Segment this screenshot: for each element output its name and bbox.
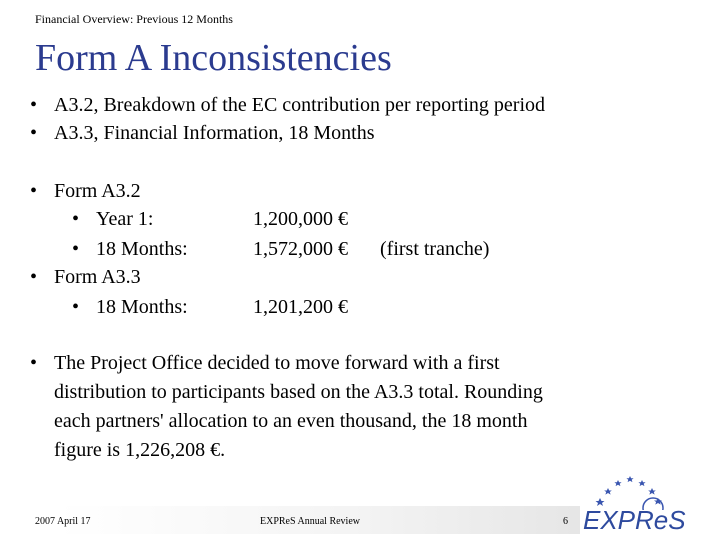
logo-stars-icon xyxy=(580,470,700,510)
bullet-dot: • xyxy=(72,208,80,230)
paragraph-line-2: distribution to participants based on the A3.3 total. Rounding xyxy=(54,381,543,403)
bullet-dot: • xyxy=(30,180,38,202)
bullet-dot: • xyxy=(30,122,38,144)
expres-logo: EXPReS xyxy=(583,505,686,535)
form-a32-item: • Form A3.2 xyxy=(30,180,141,202)
bullet-dot: • xyxy=(30,266,38,288)
bullet-dot: • xyxy=(30,94,38,116)
bullet-dot: • xyxy=(30,352,38,374)
footer-page-number: 6 xyxy=(563,516,568,527)
form-a33-item: • Form A3.3 xyxy=(30,266,141,288)
slide-header-caption: Financial Overview: Previous 12 Months xyxy=(35,12,233,26)
bullet-item-a32: • A3.2, Breakdown of the EC contribution per reporting period xyxy=(30,94,545,116)
bullet-dot: • xyxy=(72,238,80,260)
paragraph-line-4: figure is 1,226,208 €. xyxy=(54,439,226,461)
paragraph-line-3: each partners' allocation to an even thousand, the 18 month xyxy=(54,410,528,432)
year1-item: • Year 1: xyxy=(72,208,154,230)
footer-center-text: EXPReS Annual Review xyxy=(260,516,360,527)
year1-value: 1,200,000 € xyxy=(253,208,348,230)
paragraph-line-1: • The Project Office decided to move forward with a first xyxy=(30,352,500,374)
footer-date: 2007 April 17 xyxy=(35,516,91,527)
months18-item: • 18 Months: xyxy=(72,238,188,260)
months18-note: (first tranche) xyxy=(380,238,490,260)
bullet-dot: • xyxy=(72,296,80,318)
a33-months18-value: 1,201,200 € xyxy=(253,296,348,318)
a33-months18-item: • 18 Months: xyxy=(72,296,188,318)
bullet-item-a33: • A3.3, Financial Information, 18 Months xyxy=(30,122,375,144)
slide-title: Form A Inconsistencies xyxy=(35,37,392,79)
months18-value: 1,572,000 € xyxy=(253,238,348,260)
